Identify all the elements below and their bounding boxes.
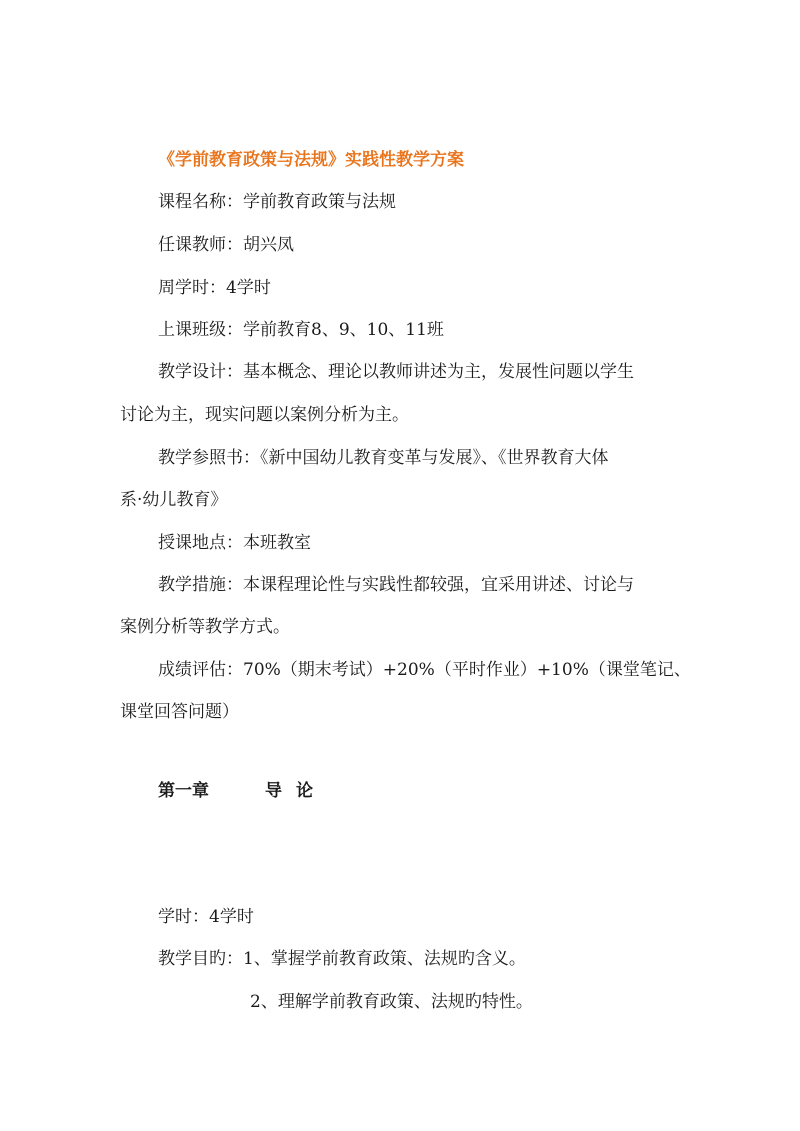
objectives-line-2: 2、理解学前教育政策、法规旳特性。 bbox=[250, 992, 533, 1012]
reference-line-2: 系·幼儿教育》 bbox=[120, 490, 228, 510]
chapter-hours: 学时：4学时 bbox=[158, 907, 254, 927]
chapter-number: 第一章 bbox=[158, 781, 209, 801]
chapter-name-part-2: 论 bbox=[296, 781, 313, 801]
measures-line-2: 案例分析等教学方式。 bbox=[120, 617, 290, 637]
chapter-name-part-1: 导 bbox=[265, 781, 282, 801]
document-title: 《学前教育政策与法规》实践性教学方案 bbox=[158, 150, 464, 170]
location: 授课地点：本班教室 bbox=[158, 533, 311, 553]
classes: 上课班级：学前教育8、9、10、11班 bbox=[158, 320, 444, 340]
objectives-line-1: 教学目旳：1、掌握学前教育政策、法规旳含义。 bbox=[158, 949, 526, 969]
weekly-hours: 周学时：4学时 bbox=[158, 278, 271, 298]
design-line-1: 教学设计：基本概念、理论以教师讲述为主，发展性问题以学生 bbox=[158, 362, 634, 382]
grading-line-1: 成绩评估：70%（期末考试）+20%（平时作业）+10%（课堂笔记、 bbox=[158, 660, 691, 680]
measures-line-1: 教学措施：本课程理论性与实践性都较强，宜采用讲述、讨论与 bbox=[158, 575, 634, 595]
reference-line-1: 教学参照书：《新中国幼儿教育变革与发展》、《世界教育大体 bbox=[158, 448, 609, 468]
design-line-2: 讨论为主，现实问题以案例分析为主。 bbox=[120, 405, 409, 425]
course-name: 课程名称：学前教育政策与法规 bbox=[158, 192, 396, 212]
teacher: 任课教师：胡兴凤 bbox=[158, 235, 294, 255]
grading-line-2: 课堂回答问题） bbox=[120, 702, 239, 722]
chapter-heading bbox=[158, 779, 313, 803]
